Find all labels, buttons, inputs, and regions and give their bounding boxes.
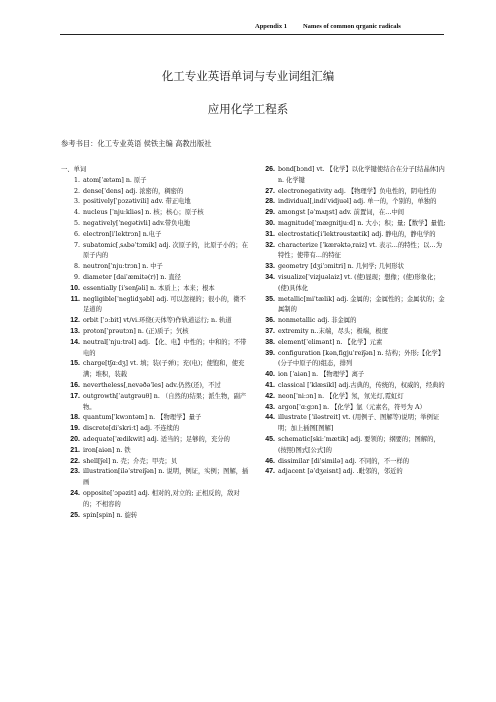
- vocab-entry: [61, 381, 251, 392]
- entry-number: 40.: [265, 371, 275, 379]
- document-title: 化工专业英语单词与专业词组汇编: [161, 69, 335, 83]
- entry-number: 8.: [73, 263, 80, 271]
- vocab-entry: [256, 295, 446, 317]
- entry-text: geometry [dʒiˈɔmitri] n. 几何学; 几何形状: [278, 263, 404, 271]
- entry-text: bond[bɔnd] vt. 【化学】以化学键使结合在分子[结晶体]内 n. 化学键: [278, 166, 445, 184]
- entry-number: 1.: [73, 176, 80, 184]
- vocab-entry: [256, 349, 446, 371]
- entry-number: 18.: [70, 414, 80, 422]
- entry-text: dissimilar [diˈsimilə] adj. 不同的，不一样的: [278, 457, 410, 465]
- entry-text: positively[ˈpɔzətivili] adv. 带正电地: [83, 198, 191, 206]
- entry-text: neon[ˈniːɔn] n. 【化学】氖，氖光灯,霓虹灯: [278, 392, 404, 400]
- vocab-entry: [256, 219, 446, 230]
- department-title: 应用化学工程系: [207, 102, 289, 116]
- entry-text: visualize[ˈvizjuəlaiz] vt. (使)显现；想像；(使)形象化；(使)具体化: [278, 273, 440, 292]
- entry-number: 3.: [73, 198, 80, 206]
- section-heading: 一、单词: [61, 166, 87, 173]
- left-column: [61, 165, 251, 521]
- entry-text: illustration[iləˈstreiʃən] n. 说明，例证，实例；图解，插画: [83, 468, 249, 487]
- vocab-entry: [61, 187, 251, 198]
- vocab-entry: [256, 381, 446, 392]
- vocab-entry: [256, 197, 446, 208]
- entry-number: 37.: [265, 327, 275, 335]
- vocab-entry: [61, 359, 251, 381]
- vocab-entry: [256, 338, 446, 349]
- entry-text: outgrowth[ˈautgrəuθ] n. （自然的)结果；派生物，副产物。: [83, 392, 247, 411]
- entry-number: 17.: [70, 392, 80, 400]
- vocab-entry: [61, 338, 251, 360]
- entry-text: charge[tʃɑːdʒ] vt. 填；装(子弹)；充(电)；使饱和，使充满；堆积，装载: [83, 360, 245, 379]
- vocab-entry: [256, 435, 446, 457]
- entry-number: 34.: [265, 273, 275, 281]
- vocab-entry: [61, 435, 251, 446]
- entry-text: configuration [kənˌfigjuˈreiʃən] n. 结构；外形;【化学】(分子中原子的)组态，排列: [278, 349, 445, 368]
- vocab-entry: [256, 370, 446, 381]
- entry-number: 25.: [70, 511, 80, 519]
- entry-text: electrostatic[iˈlektrəustætik] adj. 静电的，静电学的: [278, 230, 436, 238]
- entry-text: classical [ˈklæsikl] adj.古典的，传统的，权威的，经典的: [278, 381, 445, 389]
- vocab-entry: [256, 467, 446, 478]
- vocab-entry: [61, 176, 251, 187]
- running-header: [255, 23, 401, 30]
- entry-text: element[ˈelimənt] n. 【化学】元素: [278, 338, 383, 346]
- entry-text: argon[ˈɑːgɔn] n. 【化学】氩（元素名，符号为 A）: [278, 403, 426, 411]
- entry-text: extremity n..末端，尽头；极端，极度: [278, 327, 388, 335]
- entry-text: discrete[diˈskriːt] adj. 不连续的: [83, 425, 180, 433]
- entry-text: opposite[ˈɔpəzit] adj. 相对的,对立的; 正相反的，敌对的；不相容的: [83, 489, 240, 508]
- entry-number: 27.: [265, 187, 275, 195]
- vocab-entry: [256, 230, 446, 241]
- vocab-list-left: [61, 176, 251, 522]
- entry-number: 36.: [265, 317, 275, 325]
- entry-text: neutron[ˈnjuːtrɔn] n. 中子: [83, 263, 163, 271]
- entry-number: 24.: [70, 489, 80, 497]
- vocab-entry: [256, 262, 446, 273]
- entry-text: illustrate [ˈiləstreit] vt. (用例子、图解等)说明；举例证明；加上插图[图解]: [278, 414, 440, 433]
- entry-number: 11.: [70, 295, 80, 303]
- vocab-entry: [61, 219, 251, 230]
- entry-number: 19.: [70, 425, 80, 433]
- vocab-entry: [61, 511, 251, 522]
- entry-text: magnitude[ˈmægnitjuːd] n. 大小；积；量;【数学】量值;: [278, 219, 446, 227]
- vocab-entry: [256, 165, 446, 187]
- entry-text: ion [ˈaiən] n. 【物理学】离子: [278, 371, 365, 379]
- vocab-entry: [256, 403, 446, 414]
- entry-text: negatively[ˈnegətivli] adv.带负电地: [83, 219, 191, 227]
- vocab-entry: [61, 457, 251, 468]
- entry-number: 2.: [73, 187, 80, 195]
- entry-number: 31.: [265, 230, 275, 238]
- entry-text: individual[ˌindiˈvidjuəl] adj. 单一的，个别的，单独的: [278, 198, 437, 206]
- vocab-entry: [61, 489, 251, 511]
- header-appendix: Appendix 1: [255, 23, 287, 30]
- vocab-entry: [256, 316, 446, 327]
- entry-text: nevertheless[ˌnevəðəˈles] adv.仍然(还)，不过: [83, 381, 221, 389]
- entry-text: quantum[ˈkwɔntəm] n. 【物理学】量子: [83, 414, 202, 422]
- entry-number: 16.: [70, 381, 80, 389]
- entry-text: neutral[ˈnjuːtrəl] adj. 【化、电】中性的；中和的；不带电的: [83, 338, 247, 357]
- vocab-entry: [256, 273, 446, 295]
- entry-number: 23.: [70, 468, 80, 476]
- vocab-entry: [61, 208, 251, 219]
- entry-text: spin[spin] n. 旋转: [83, 511, 138, 519]
- entry-text: amongst [əˈmʌŋst] adv. 前置词，在…中间: [278, 209, 405, 217]
- entry-text: metallic[miˈtælik] adj. 金属的；金属性的；金属状的；金属制的: [278, 295, 445, 314]
- entry-number: 32.: [265, 241, 275, 249]
- entry-number: 15.: [70, 360, 80, 368]
- entry-number: 41.: [265, 381, 275, 389]
- vocab-list-right: [256, 165, 446, 478]
- entry-text: diameter [daiˈæmitə(r)] n. 直径: [83, 273, 181, 281]
- entry-number: 35.: [265, 295, 275, 303]
- vocab-entry: [61, 284, 251, 295]
- entry-text: characterize [ˈkærəktəˌraiz] vt. 表示…的特性；以…为特性；使带有…的特征: [278, 241, 443, 260]
- entry-text: nucleus [ˈnjuːkliəs] n. 核；核心；原子核: [83, 209, 204, 217]
- right-column: [256, 165, 446, 478]
- entry-text: shell[ʃel] n. 壳；介壳；甲壳；贝: [83, 457, 178, 465]
- entry-text: nonmetallic adj. 非金属的: [278, 317, 357, 325]
- entry-text: schematic[skiːˈmætik] adj. 要领的；纲要的；图解的，(按照)图式[公式]的: [278, 435, 440, 454]
- entry-number: 44.: [265, 414, 275, 422]
- header-section: Names of common qrganic radicals: [302, 23, 401, 30]
- entry-number: 30.: [265, 219, 275, 227]
- vocab-entry: [256, 413, 446, 435]
- entry-number: 47.: [265, 468, 275, 476]
- entry-number: 28.: [265, 198, 275, 206]
- entry-number: 43.: [265, 403, 275, 411]
- vocab-entry: [256, 187, 446, 198]
- entry-text: atom[ˈætəm] n. 原子: [83, 176, 147, 184]
- vocab-entry: [61, 446, 251, 457]
- vocab-entry: [61, 327, 251, 338]
- vocab-entry: [256, 392, 446, 403]
- vocab-entry: [61, 392, 251, 414]
- entry-number: 38.: [265, 338, 275, 346]
- entry-text: adequate[ˈædikwit] adj. 适当的；足够的，充分的: [83, 435, 230, 443]
- vocab-entry: [256, 241, 446, 263]
- vocab-entry: [61, 295, 251, 317]
- vocab-entry: [61, 413, 251, 424]
- entry-number: 9.: [73, 273, 80, 281]
- entry-number: 5.: [73, 219, 80, 227]
- vocab-entry: [256, 208, 446, 219]
- entry-text: iron[aiən] n. 铁: [83, 446, 131, 454]
- vocab-entry: [61, 197, 251, 208]
- entry-text: subatomic[ˌsʌbəˈtɔmik] adj. 次原子的，比原子小的；在原子内的: [83, 241, 248, 260]
- entry-text: electronegativity adj. 【物理学】负电性的，阴电性的: [278, 187, 436, 195]
- entry-number: 42.: [265, 392, 275, 400]
- entry-number: 4.: [73, 209, 80, 217]
- entry-number: 26.: [265, 166, 275, 173]
- entry-number: 29.: [265, 209, 275, 217]
- vocab-entry: [61, 230, 251, 241]
- entry-number: 46.: [265, 457, 275, 465]
- entry-text: orbit [ˈɔːbit] vt/vi.环绕(天体等)作轨道运行; n. 轨道: [83, 317, 232, 325]
- vocab-entry: [256, 327, 446, 338]
- entry-number: 7.: [73, 241, 80, 249]
- entry-text: essentially [iˈsenʃəli] n. 本质上；本来；根本: [83, 284, 215, 292]
- entry-number: 22.: [70, 457, 80, 465]
- entry-number: 14.: [70, 338, 80, 346]
- vocab-entry: [256, 457, 446, 468]
- vocab-entry: [61, 273, 251, 284]
- entry-text: electron[iˈlektrɔn] n.电子: [83, 230, 162, 238]
- vocab-entry: [61, 241, 251, 263]
- entry-number: 45.: [265, 435, 275, 443]
- entry-number: 10.: [70, 284, 80, 292]
- vocab-entry: [61, 316, 251, 327]
- vocab-entry: [61, 424, 251, 435]
- entry-number: 21.: [70, 446, 80, 454]
- vocab-entry: [61, 467, 251, 489]
- reference-line: 参考书目：化工专业英语 侯铁主编 高教出版社: [61, 139, 212, 148]
- entry-text: proton[ˈprəutɔn] n. (正)质子；氕核: [83, 327, 189, 335]
- entry-number: 12.: [70, 317, 80, 325]
- entry-number: 20.: [70, 435, 80, 443]
- entry-text: dense[ˈdens] adj. 浓密的，稠密的: [83, 187, 184, 195]
- entry-text: negligible[ˈneglidʒəbl] adj. 可以忽视的；很小的，微不足道的: [83, 295, 246, 314]
- entry-text: adjacent [əˈdʒeisnt] adj. .毗邻的，邻近的: [278, 468, 403, 476]
- entry-number: 13.: [70, 327, 80, 335]
- entry-number: 6.: [73, 230, 80, 238]
- entry-number: 39.: [265, 349, 275, 357]
- vocab-entry: [61, 262, 251, 273]
- header-rule: [60, 34, 444, 35]
- entry-number: 33.: [265, 263, 275, 271]
